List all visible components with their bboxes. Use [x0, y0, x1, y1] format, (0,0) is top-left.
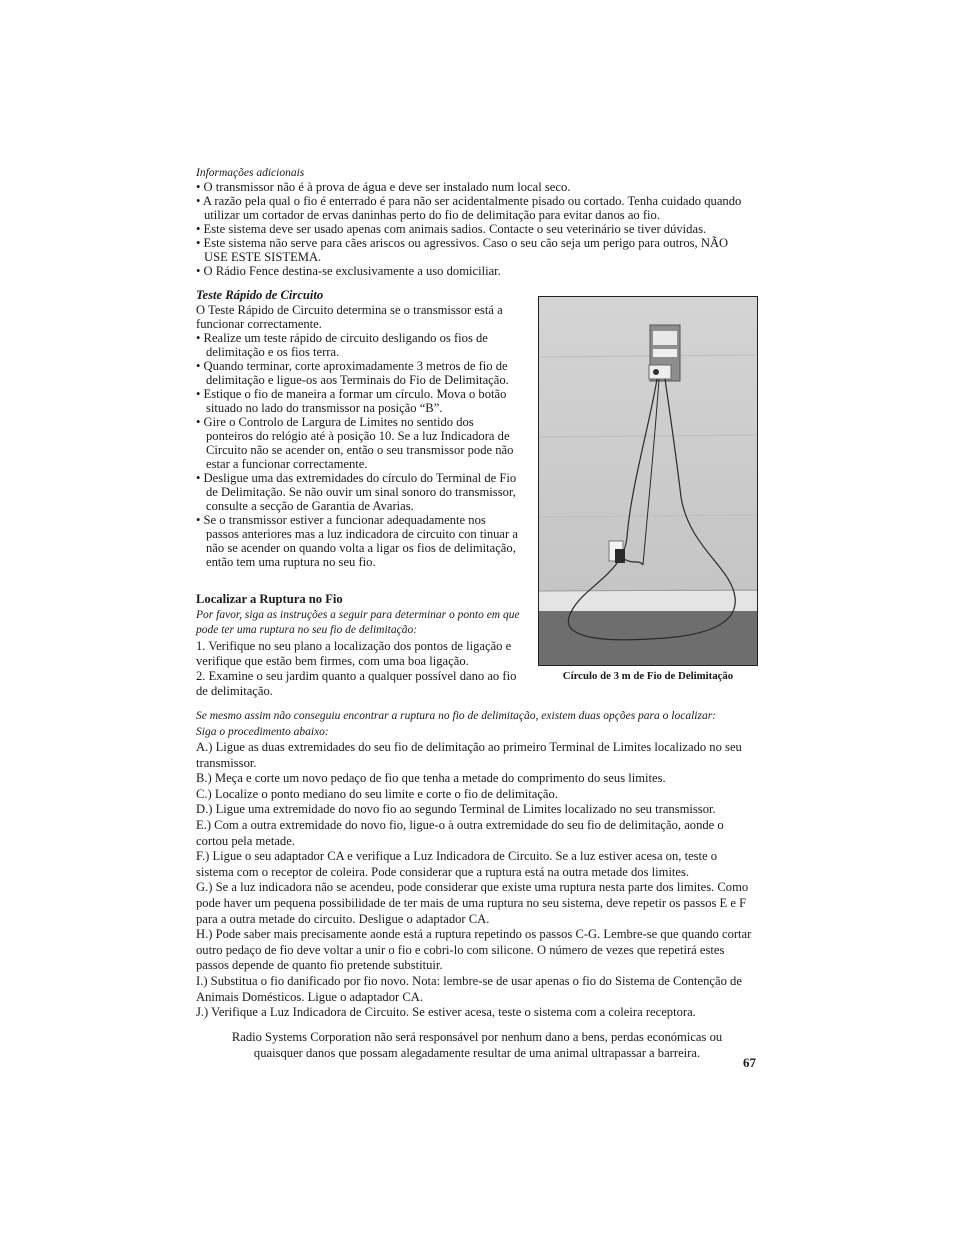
quick-test-intro: O Teste Rápido de Circuito determina se o transmissor está a funcionar correctamente.: [196, 303, 503, 331]
extra-info-bullet: • O transmissor não é à prova de água e deve ser instalado num local seco.: [196, 180, 571, 194]
quick-test-bullet: • Gire o Controlo de Largura de Limites no sentido dos ponteiros do relógio até à posição 10. Se a luz Indicadora de Circuito não se acender on, então o seu transmissor pode não estar a funcionar correctamente.: [196, 415, 514, 471]
options-step: C.) Localize o ponto mediano do seu limite e corte o fio de delimitação.: [196, 786, 558, 801]
options-intro: Se mesmo assim não conseguiu encontrar a ruptura no fio de delimitação, existem duas opções para o localizar: Siga o procedimento abaixo:: [196, 710, 716, 738]
quick-test-bullet: • Quando terminar, corte aproximadamente 3 metros de fio de delimitação e ligue-os aos Terminais do Fio de Delimitação.: [196, 359, 509, 387]
options-section: [196, 709, 756, 1021]
options-step: A.) Ligue as duas extremidades do seu fio de delimitação ao primeiro Terminal de Limites localizado no seu transmissor.: [196, 740, 742, 770]
options-step: F.) Ligue o seu adaptador CA e verifique a Luz Indicadora de Circuito. Se a luz estiver acesa on, teste o sistema com o receptor de coleira. Pode considerar que a ruptura está na outra metade dos limites.: [196, 849, 718, 879]
extra-info-bullet: • Este sistema não serve para cães ariscos ou agressivos. Caso o seu cão seja um perigo para outros, NÃO USE ESTE SISTEMA.: [196, 236, 729, 264]
quick-test-bullet: • Se o transmissor estiver a funcionar adequadamente nos passos anteriores mas a luz indicadora de circuito con tinuar a não se acender on quando volta a ligar os fios de delimitação, então tem uma ruptura no seu fio.: [196, 513, 518, 569]
locate-break-title: Localizar a Ruptura no Fio: [196, 592, 343, 606]
quick-test-section: [196, 288, 521, 569]
extra-info-section: [196, 166, 756, 278]
quick-test-bullet: • Desligue uma das extremidades do círculo do Terminal de Fio de Delimitação. Se não ouvir um sinal sonoro do transmissor, consulte a secção de Garantia de Avarias.: [196, 471, 517, 513]
options-step: B.) Meça e corte um novo pedaço de fio que tenha a metade do comprimento do seus limites.: [196, 771, 666, 786]
quick-test-title: Teste Rápido de Circuito: [196, 288, 324, 302]
locate-break-section: [196, 592, 526, 699]
options-step: D.) Ligue uma extremidade do novo fio ao segundo Terminal de Limites localizado no seu transmissor.: [196, 802, 716, 817]
extra-info-title: Informações adicionais: [196, 167, 305, 179]
extra-info-bullet: • A razão pela qual o fio é enterrado é para não ser acidentalmente pisado ou cortado. Tenha cuidado quando utilizar um cortador de ervas daninhas perto do fio de delimitação para evitar danos ao fio.: [196, 194, 742, 222]
page-number: 67: [743, 1055, 756, 1070]
quick-test-bullet: • Estique o fio de maneira a formar um círculo. Mova o botão situado no lado do transmissor na posição “B”.: [196, 387, 507, 415]
locate-break-step: 2. Examine o seu jardim quanto a qualquer possível dano ao fio de delimitação.: [196, 669, 517, 698]
extra-info-bullet: • O Rádio Fence destina-se exclusivamente a uso domiciliar.: [196, 264, 501, 278]
options-step: H.) Pode saber mais precisamente aonde está a ruptura repetindo os passos C-G. Lembre-se que quando cortar outro pedaço de fio deve voltar a unir o fio e cobri-lo com silicone. O número de vezes que repetirá estes passos depende de quanto fio pretende substituir.: [196, 927, 752, 973]
options-step: I.) Substitua o fio danificado por fio novo. Nota: lembre-se de usar apenas o fio do Sistema de Contenção de Animais Domésticos. Ligue o adaptador CA.: [196, 973, 742, 1004]
extra-info-bullet: • Este sistema deve ser usado apenas com animais sadios. Contacte o seu veterinário se tiver dúvidas.: [196, 222, 707, 236]
quick-test-bullet: • Realize um teste rápido de circuito desligando os fios de delimitação e os fios terra.: [196, 331, 488, 359]
wire-circle-photo: [538, 296, 758, 666]
options-step: G.) Se a luz indicadora não se acendeu, pode considerar que existe uma ruptura nesta parte dos limites. Como pode haver um pequena possibilidade de ter mais de uma ruptura no seu sistema, deve repetir os passos E e F para a outra metade do circuito. Desligue o adaptador CA.: [196, 880, 749, 926]
figure-caption: Círculo de 3 m de Fio de Delimitação: [562, 670, 734, 682]
options-step: J.) Verifique a Luz Indicadora de Circuito. Se estiver acesa, teste o sistema com a coleira receptora.: [196, 1005, 696, 1020]
locate-break-intro: Por favor, siga as instruções a seguir para determinar o ponto em que pode ter uma ruptura no seu fio de delimitação:: [196, 609, 520, 636]
wire-circle-illustration: [539, 297, 757, 665]
disclaimer: Radio Systems Corporation não será responsável por nenhum dano a bens, perdas económicas ou quaisquer danos que possam alegadamente resultar de uma animal ultrapassar a barreira.: [231, 1030, 723, 1060]
options-step: E.) Com a outra extremidade do novo fio, ligue-o à outra extremidade do seu fio de delimitação, aonde o cortou pela metade.: [196, 817, 724, 848]
locate-break-step: 1. Verifique no seu plano a localização dos pontos de ligação e verifique que estão bem firmes, com uma boa ligação.: [196, 639, 512, 668]
